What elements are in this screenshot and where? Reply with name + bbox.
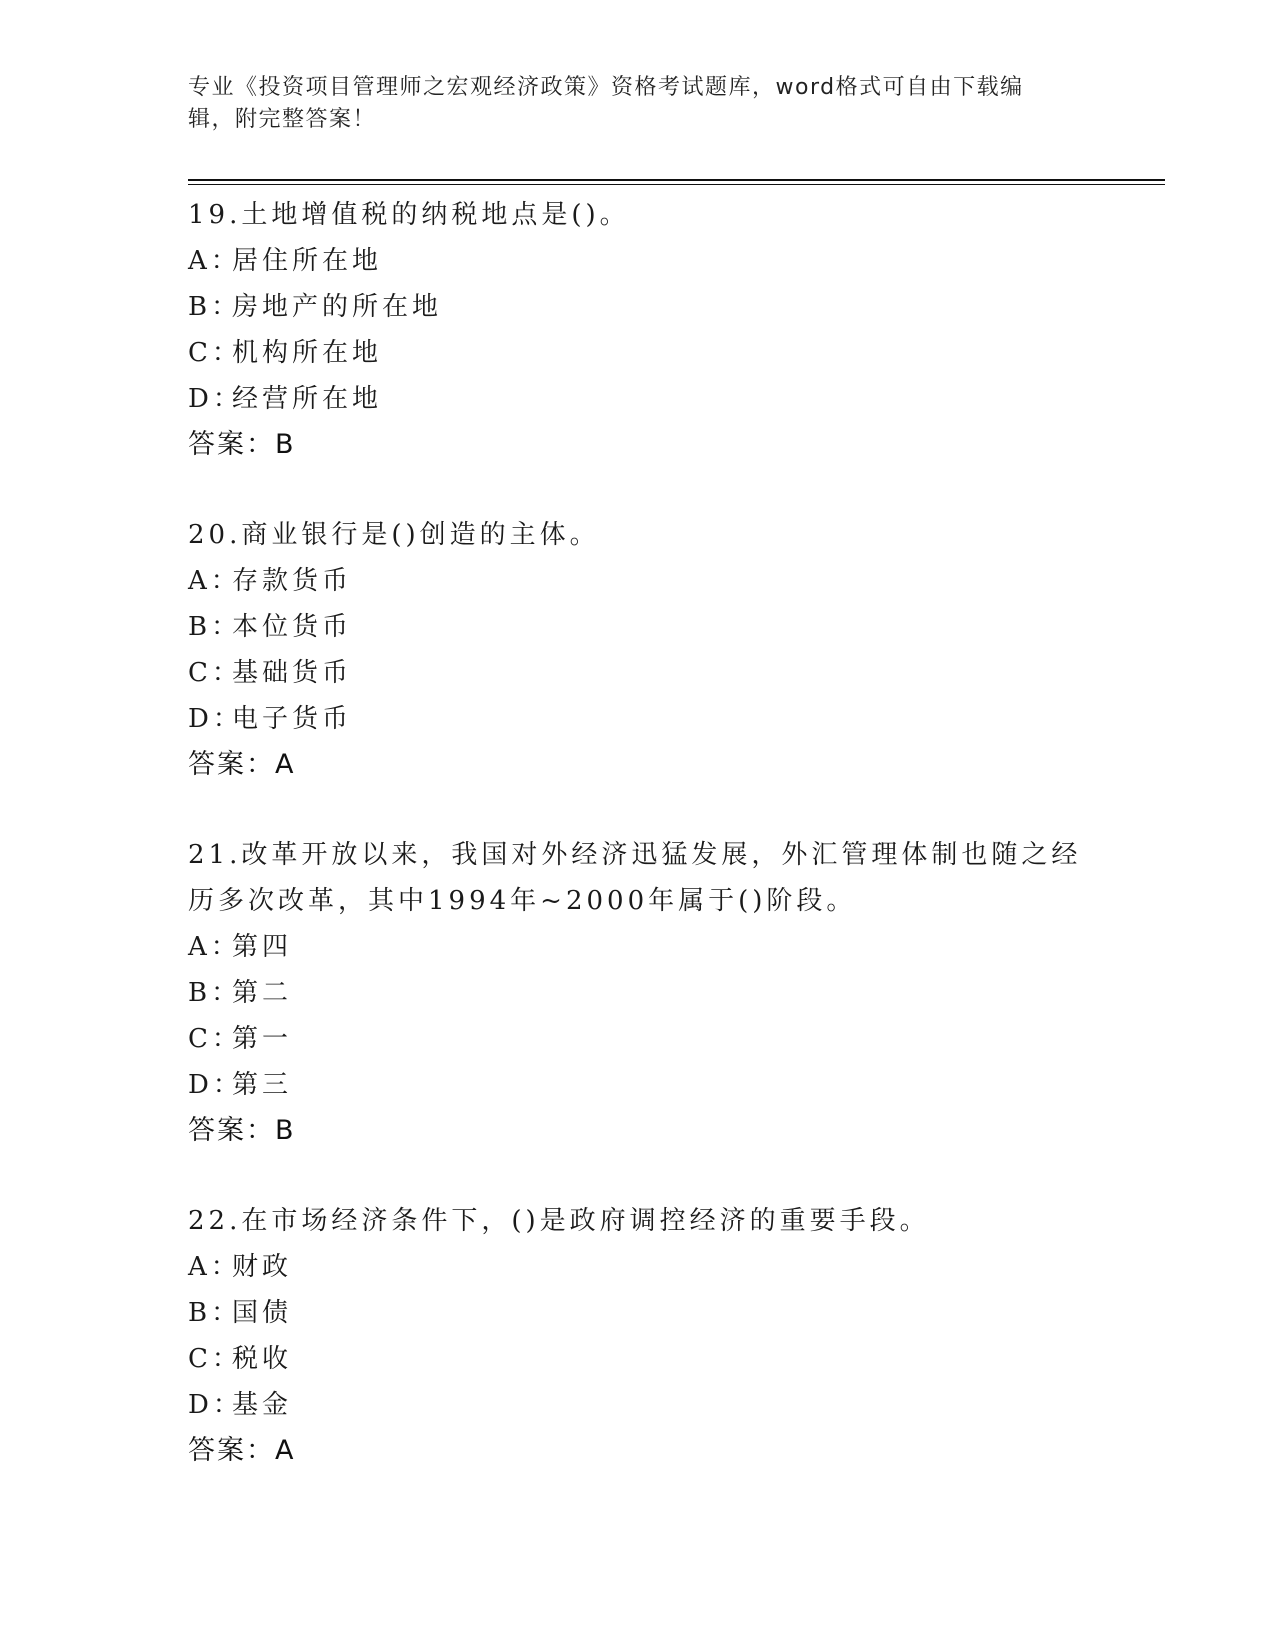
option-c <box>188 1016 1088 1062</box>
option-text: 国债 <box>232 1298 293 1328</box>
option-text: 基金 <box>232 1390 293 1420</box>
option-text: 居住所在地 <box>232 246 383 276</box>
option-text: 经营所在地 <box>232 384 383 414</box>
answer-line: 答案：A <box>188 1435 296 1466</box>
option-key: C： <box>188 1344 242 1374</box>
question-20 <box>188 512 1088 788</box>
option-text: 电子货币 <box>232 704 353 734</box>
question-19 <box>188 192 1088 468</box>
option-key: C： <box>188 1024 242 1054</box>
option-key: D： <box>188 384 243 414</box>
option-text: 第三 <box>232 1070 293 1100</box>
document-header: 专业《投资项目管理师之宏观经济政策》资格考试题库，word格式可自由下载编辑，附完整答案！ <box>188 75 1024 132</box>
option-b <box>188 1290 1088 1336</box>
option-d <box>188 1382 1088 1428</box>
option-d <box>188 696 1088 742</box>
question-stem: 22.在市场经济条件下，()是政府调控经济的重要手段。 <box>188 1206 930 1236</box>
option-text: 存款货币 <box>232 566 353 596</box>
option-a <box>188 238 1088 284</box>
option-a <box>188 924 1088 970</box>
option-a <box>188 1244 1088 1290</box>
answer-line: 答案：A <box>188 749 296 780</box>
question-stem: 19.土地增值税的纳税地点是()。 <box>188 200 630 230</box>
option-text: 第二 <box>232 978 293 1008</box>
option-key: B： <box>188 612 242 642</box>
option-key: A： <box>188 932 241 962</box>
answer-line: 答案：B <box>188 1115 296 1146</box>
option-text: 基础货币 <box>232 658 353 688</box>
option-text: 本位货币 <box>232 612 353 642</box>
option-key: D： <box>188 704 243 734</box>
option-key: B： <box>188 978 242 1008</box>
option-d <box>188 1062 1088 1108</box>
option-key: D： <box>188 1390 243 1420</box>
option-key: A： <box>188 246 241 276</box>
header-divider-thin <box>188 184 1165 185</box>
option-text: 房地产的所在地 <box>232 292 443 322</box>
option-key: C： <box>188 338 242 368</box>
option-key: C： <box>188 658 242 688</box>
option-text: 第一 <box>232 1024 293 1054</box>
option-text: 税收 <box>232 1344 293 1374</box>
option-text: 财政 <box>232 1252 293 1282</box>
answer-line: 答案：B <box>188 429 296 460</box>
option-d <box>188 376 1088 422</box>
option-c <box>188 650 1088 696</box>
option-b <box>188 284 1088 330</box>
option-b <box>188 604 1088 650</box>
question-stem: 20.商业银行是()创造的主体。 <box>188 520 600 550</box>
option-text: 机构所在地 <box>232 338 383 368</box>
question-stem: 21.改革开放以来，我国对外经济迅猛发展，外汇管理体制也随之经历多次改革，其中1994年~2000年属于()阶段。 <box>188 840 1082 916</box>
option-key: A： <box>188 566 241 596</box>
option-key: A： <box>188 1252 241 1282</box>
option-c <box>188 330 1088 376</box>
option-b <box>188 970 1088 1016</box>
question-list <box>188 192 1088 1518</box>
option-a <box>188 558 1088 604</box>
option-key: B： <box>188 292 242 322</box>
question-22 <box>188 1198 1088 1474</box>
option-c <box>188 1336 1088 1382</box>
question-21 <box>188 832 1088 1154</box>
option-key: D： <box>188 1070 243 1100</box>
option-key: B： <box>188 1298 242 1328</box>
header-divider-thick <box>188 179 1165 181</box>
option-text: 第四 <box>232 932 293 962</box>
